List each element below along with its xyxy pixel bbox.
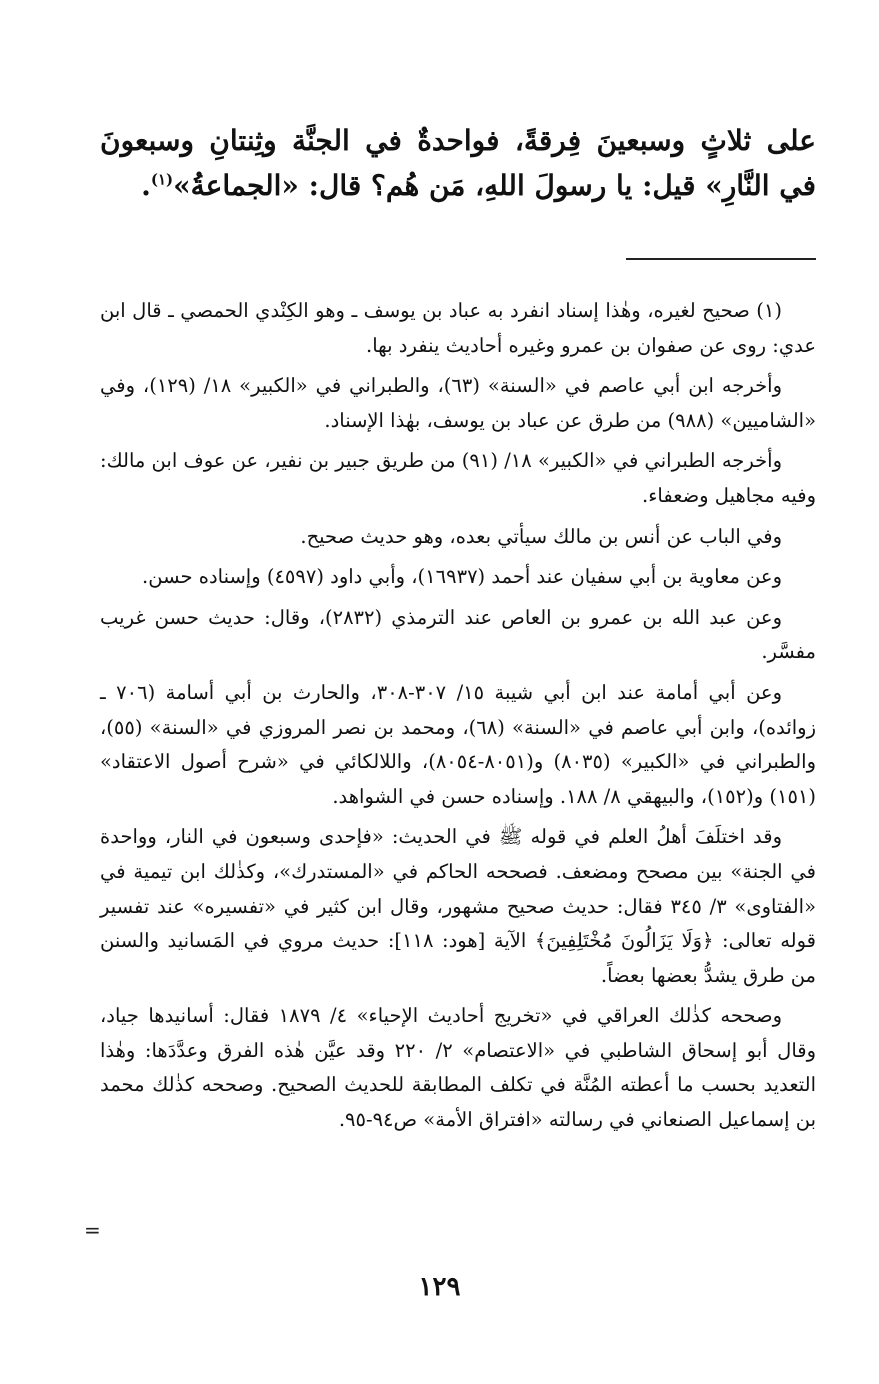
- footnote-paragraph: وأخرجه ابن أبي عاصم في «السنة» (٦٣)، والطبراني في «الكبير» ١٨/ (١٢٩)، وفي «الشاميين» (٩٨٨) من طرق عن عباد بن يوسف، بهٰذا الإسناد.: [100, 374, 816, 432]
- page-number: ١٢٩: [418, 1272, 461, 1302]
- footnotes: [100, 294, 816, 1138]
- main-text: [100, 118, 816, 208]
- page-body: [100, 118, 816, 1144]
- continuation-mark: =: [84, 1218, 101, 1242]
- footnote-paragraph: وصححه كذٰلك العراقي في «تخريج أحاديث الإحياء» ٤/ ١٨٧٩ فقال: أسانيدها جياد، وقال أبو إسحاق الشاطبي في «الاعتصام» ٢/ ٢٢٠ وقد عيَّن هٰذه الفرق وعدَّدَها: وهٰذا التعديد بحسب ما أعطته المُنَّة في تكلف المطابقة للحديث الصحيح. وصححه كذٰلك محمد بن إسماعيل الصنعاني في رسالته «افتراق الأمة» ص٩٤-٩٥.: [100, 1004, 816, 1132]
- footnote-paragraph: وعن معاوية بن أبي سفيان عند أحمد (١٦٩٣٧)، وأبي داود (٤٥٩٧) وإسناده حسن.: [142, 565, 782, 589]
- footnote-paragraph: وفي الباب عن أنس بن مالك سيأتي بعده، وهو حديث صحيح.: [300, 524, 782, 548]
- footnote-reference[interactable]: (١): [150, 170, 174, 189]
- footnote-paragraph: (١) صحيح لغيره، وهٰذا إسناد انفرد به عباد بن يوسف ـ وهو الكِنْدي الحمصي ـ قال ابن عدي: روى عن صفوان بن عمرو وغيره أحاديث ينفرد بها.: [100, 299, 816, 357]
- footnote-paragraph: وعن أبي أمامة عند ابن أبي شيبة ١٥/ ٣٠٧-٣٠٨، والحارث بن أبي أسامة (٧٠٦ ـ زوائده)، وابن أبي عاصم في «السنة» (٦٨)، ومحمد بن نصر المروزي في «السنة» (٥٥)، والطبراني في «الكبير» (٨٠٣٥) و(٨٠٥١-٨٠٥٤)، واللالكائي في «شرح أصول الاعتقاد» (١٥١) و(١٥٢)، والبيهقي ٨/ ١٨٨. وإسناده حسن في الشواهد.: [100, 680, 816, 808]
- footnote-separator-wrap: [100, 234, 816, 276]
- main-text-end: .: [141, 169, 151, 202]
- main-text-body: على ثلاثٍ وسبعينَ فِرقةً، فواحدةٌ في الجنَّة وثِنتانِ وسبعونَ في النَّارِ» قيل: يا رسولَ اللهِ، مَن هُم؟ قال: «الجماعةُ»: [100, 124, 816, 202]
- footnote-separator: [626, 258, 816, 260]
- footnote-paragraph: وقد اختلَفَ أهلُ العلم في قوله ﷺ في الحديث: «فإحدى وسبعون في النار، وواحدة في الجنة» بين مصحح ومضعف. فصححه الحاكم في «المستدرك»، وكذٰلك ابن تيمية في «الفتاوى» ٣/ ٣٤٥ فقال: حديث صحيح مشهور، وقال ابن كثير في «تفسيره» عند تفسير قوله تعالى: ﴿وَلَا يَزَالُونَ مُخْتَلِفِينَ﴾ الآية [هود: ١١٨]: حديث مروي في المَسانيد والسنن من طرق يشدُّ بعضها بعضاً.: [100, 825, 816, 987]
- footnote-paragraph: وأخرجه الطبراني في «الكبير» ١٨/ (٩١) من طريق جبير بن نفير، عن عوف ابن مالك: وفيه مجاهيل وضعفاء.: [100, 449, 816, 507]
- footnote-paragraph: وعن عبد الله بن عمرو بن العاص عند الترمذي (٢٨٣٢)، وقال: حديث حسن غريب مفسَّر.: [100, 605, 816, 664]
